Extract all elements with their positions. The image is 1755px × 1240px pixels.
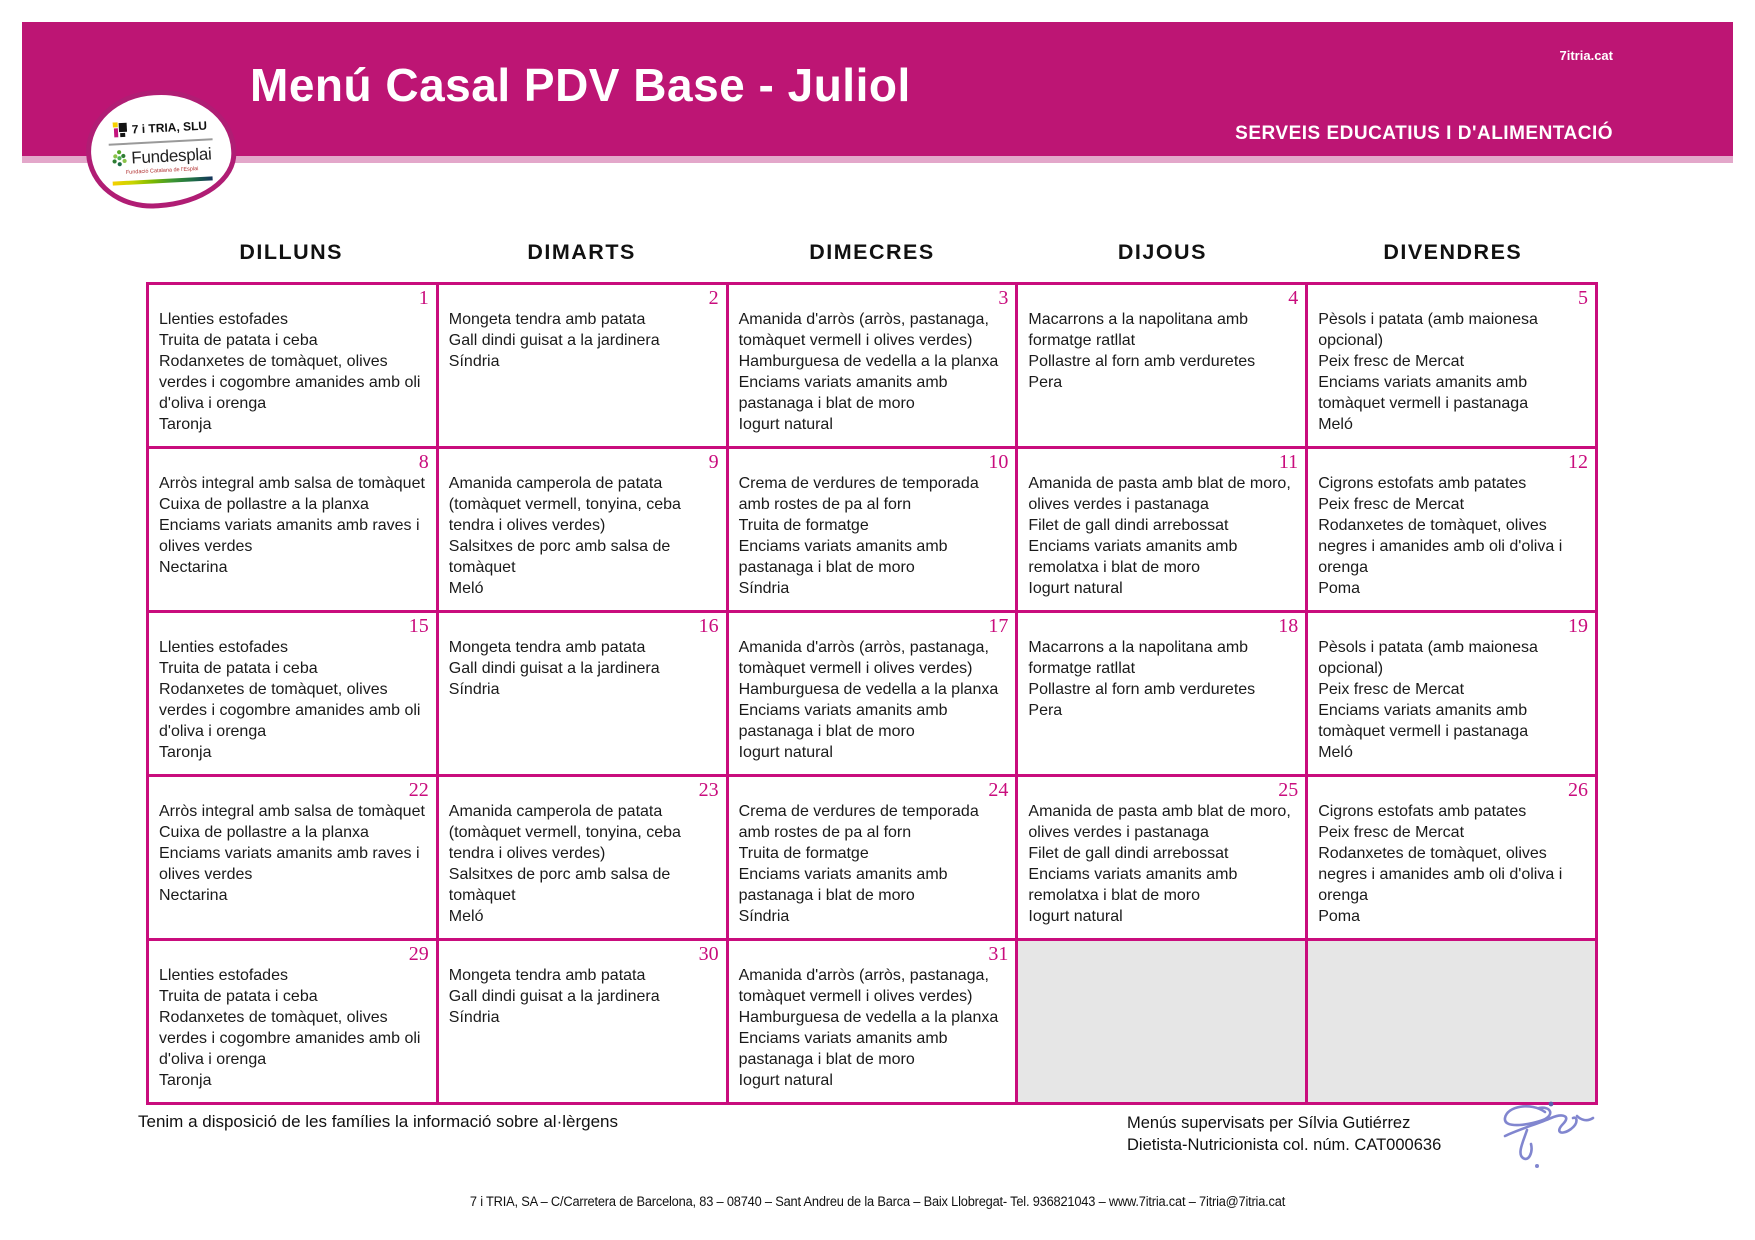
menu-item: Meló [448, 908, 484, 925]
empty-cell [1308, 941, 1598, 1105]
menu-item: Taronja [159, 744, 212, 761]
menu-item: Síndria [738, 580, 790, 597]
menu-cell-day-9 [439, 449, 729, 613]
menu-item: Filet de gall dindi arrebossat [1028, 517, 1229, 534]
menu-item: Enciams variats amanits amb remolatxa i blat de moro [1028, 866, 1238, 904]
menu-item: Iogurt natural [1028, 908, 1123, 925]
menu-cell-day-2 [439, 285, 729, 449]
menu-item: Truita de patata i ceba [159, 988, 318, 1005]
day-header-dimecres: DIMECRES [809, 240, 935, 264]
header-band [22, 22, 1733, 163]
menu-item: Rodanxetes de tomàquet, olives negres i amanides amb oli d'oliva i orenga [1318, 517, 1563, 576]
menu-cell-day-19 [1308, 613, 1598, 777]
day-header-dimarts: DIMARTS [527, 240, 636, 264]
menu-cell-day-31 [729, 941, 1019, 1105]
day-header-dijous: DIJOUS [1117, 240, 1207, 264]
menu-item: Llenties estofades [159, 639, 288, 656]
menu-item: Meló [1318, 416, 1353, 433]
calendar-grid [146, 282, 1598, 1105]
day-number: 26 [1567, 779, 1588, 801]
menu-cell-day-5 [1308, 285, 1598, 449]
signature-handwriting [1493, 1096, 1605, 1172]
day-number: 16 [698, 615, 719, 637]
menu-item: Filet de gall dindi arrebossat [1028, 845, 1229, 862]
menu-cell-day-22 [149, 777, 439, 941]
menu-item: Iogurt natural [738, 416, 833, 433]
menu-item: Macarrons a la napolitana amb formatge ratllat [1028, 311, 1249, 349]
menu-item: Hamburguesa de vedella a la planxa [738, 681, 999, 698]
foundation-caption: Fundació Catalana de l'Esplai [125, 165, 199, 176]
menu-cell-day-24 [729, 777, 1019, 941]
menu-cell-day-17 [729, 613, 1019, 777]
menu-item: Amanida d'arròs (arròs, pastanaga, tomàquet vermell i olives verdes) [738, 639, 989, 677]
menu-item: Gall dindi guisat a la jardinera [448, 660, 660, 677]
menu-item: Mongeta tendra amb patata [448, 311, 646, 328]
menu-item: Amanida de pasta amb blat de moro, olives verdes i pastanaga [1028, 475, 1291, 513]
menu-item: Rodanxetes de tomàquet, olives verdes i cogombre amanides amb oli d'oliva i orenga [159, 681, 421, 740]
menu-item: Amanida camperola de patata (tomàquet vermell, tonyina, ceba tendra i olives verdes) [448, 803, 681, 862]
menu-item: Taronja [159, 1072, 212, 1089]
menu-item: Poma [1318, 580, 1360, 597]
day-header-divendres: DIVENDRES [1383, 240, 1523, 264]
menu-item: Nectarina [159, 559, 228, 576]
menu-cell-day-18 [1018, 613, 1308, 777]
day-number: 2 [708, 287, 719, 309]
menu-item: Truita de patata i ceba [159, 660, 318, 677]
fundesplai-tree-icon [111, 149, 128, 169]
day-number: 31 [988, 943, 1009, 965]
menu-item: Cuixa de pollastre a la planxa [159, 824, 369, 841]
menu-cell-day-26 [1308, 777, 1598, 941]
menu-item: Pèsols i patata (amb maionesa opcional) [1318, 311, 1538, 349]
menu-item: Taronja [159, 416, 212, 433]
7itria-squares-icon [112, 121, 128, 138]
menu-item: Enciams variats amanits amb remolatxa i blat de moro [1028, 538, 1238, 576]
menu-item: Llenties estofades [159, 967, 288, 984]
menu-item: Salsitxes de porc amb salsa de tomàquet [448, 866, 671, 904]
menu-cell-day-29 [149, 941, 439, 1105]
menu-item: Peix fresc de Mercat [1318, 824, 1465, 841]
menu-item: Enciams variats amanits amb raves i olives verdes [159, 845, 420, 883]
day-number: 3 [998, 287, 1009, 309]
menu-item: Pèsols i patata (amb maionesa opcional) [1318, 639, 1538, 677]
menu-item: Enciams variats amanits amb pastanaga i blat de moro [738, 538, 948, 576]
company-logo-row [112, 117, 207, 138]
day-number: 29 [408, 943, 429, 965]
menu-item: Síndria [448, 1009, 500, 1026]
menu-item: Gall dindi guisat a la jardinera [448, 332, 660, 349]
menu-item: Enciams variats amanits amb pastanaga i blat de moro [738, 866, 948, 904]
allergen-note: Tenim a disposició de les famílies la informació sobre al·lèrgens [138, 1112, 618, 1131]
day-number: 22 [408, 779, 429, 801]
menu-item: Síndria [448, 353, 500, 370]
menu-item: Llenties estofades [159, 311, 288, 328]
day-number: 30 [698, 943, 719, 965]
menu-item: Amanida d'arròs (arròs, pastanaga, tomàquet vermell i olives verdes) [738, 967, 989, 1005]
menu-item: Arròs integral amb salsa de tomàquet [159, 475, 425, 492]
menu-cell-day-4 [1018, 285, 1308, 449]
menu-cell-day-11 [1018, 449, 1308, 613]
menu-item: Enciams variats amanits amb pastanaga i blat de moro [738, 702, 948, 740]
menu-item: Truita de formatge [738, 845, 869, 862]
menu-item: Cuixa de pollastre a la planxa [159, 496, 369, 513]
foundation-name: Fundesplai [130, 143, 212, 168]
empty-cell [1018, 941, 1308, 1105]
menu-item: Macarrons a la napolitana amb formatge ratllat [1028, 639, 1249, 677]
menu-item: Enciams variats amanits amb pastanaga i blat de moro [738, 1030, 948, 1068]
menu-item: Cigrons estofats amb patates [1318, 803, 1527, 820]
menu-item: Enciams variats amanits amb pastanaga i blat de moro [738, 374, 948, 412]
menu-cell-day-23 [439, 777, 729, 941]
day-number: 11 [1278, 451, 1299, 473]
menu-cell-day-8 [149, 449, 439, 613]
day-number: 8 [418, 451, 429, 473]
menu-cell-day-30 [439, 941, 729, 1105]
menu-item: Amanida camperola de patata (tomàquet vermell, tonyina, ceba tendra i olives verdes) [448, 475, 681, 534]
day-number: 12 [1567, 451, 1588, 473]
menu-item: Meló [1318, 744, 1353, 761]
menu-item: Enciams variats amanits amb tomàquet vermell i pastanaga [1318, 374, 1529, 412]
menu-cell-day-3 [729, 285, 1019, 449]
day-number: 25 [1278, 779, 1299, 801]
menu-item: Meló [448, 580, 484, 597]
day-number: 19 [1567, 615, 1588, 637]
menu-item: Rodanxetes de tomàquet, olives negres i amanides amb oli d'oliva i orenga [1318, 845, 1563, 904]
menu-item: Truita de patata i ceba [159, 332, 318, 349]
menu-item: Enciams variats amanits amb raves i olives verdes [159, 517, 420, 555]
menu-cell-day-1 [149, 285, 439, 449]
menu-item: Hamburguesa de vedella a la planxa [738, 1009, 999, 1026]
day-number: 9 [708, 451, 719, 473]
supervised-by-line: Menús supervisats per Sílvia Gutiérrez [1127, 1114, 1411, 1132]
menu-item: Poma [1318, 908, 1360, 925]
menu-item: Síndria [448, 681, 500, 698]
day-number: 24 [988, 779, 1009, 801]
menu-item: Iogurt natural [738, 744, 833, 761]
menu-item: Pera [1028, 702, 1063, 719]
website-text: 7itria.cat [1559, 48, 1613, 63]
day-headers-row [146, 240, 1598, 265]
menu-item: Truita de formatge [738, 517, 869, 534]
menu-cell-day-10 [729, 449, 1019, 613]
menu-item: Salsitxes de porc amb salsa de tomàquet [448, 538, 671, 576]
menu-item: Hamburguesa de vedella a la planxa [738, 353, 999, 370]
header-tagline: SERVEIS EDUCATIUS I D'ALIMENTACIÓ [1235, 123, 1613, 144]
day-number: 15 [408, 615, 429, 637]
menu-item: Gall dindi guisat a la jardinera [448, 988, 660, 1005]
company-name: 7 i TRIA, SLU [131, 118, 208, 136]
menu-item: Peix fresc de Mercat [1318, 353, 1465, 370]
day-number: 5 [1577, 287, 1588, 309]
menu-item: Iogurt natural [738, 1072, 833, 1089]
day-number: 4 [1288, 287, 1299, 309]
day-number: 18 [1278, 615, 1299, 637]
menu-item: Peix fresc de Mercat [1318, 496, 1465, 513]
day-header-dilluns: DILLUNS [239, 240, 344, 264]
menu-item: Pera [1028, 374, 1063, 391]
menu-item: Amanida de pasta amb blat de moro, olives verdes i pastanaga [1028, 803, 1291, 841]
day-number: 1 [418, 287, 429, 309]
menu-cell-day-16 [439, 613, 729, 777]
menu-item: Peix fresc de Mercat [1318, 681, 1465, 698]
menu-item: Rodanxetes de tomàquet, olives verdes i cogombre amanides amb oli d'oliva i orenga [159, 1009, 421, 1068]
menu-item: Amanida d'arròs (arròs, pastanaga, tomàquet vermell i olives verdes) [738, 311, 989, 349]
day-number: 23 [698, 779, 719, 801]
dietitian-license-line: Dietista-Nutricionista col. núm. CAT000636 [1127, 1135, 1442, 1154]
menu-item: Pollastre al forn amb verduretes [1028, 681, 1256, 698]
menu-item: Crema de verdures de temporada amb rostes de pa al forn [738, 803, 979, 841]
menu-item: Mongeta tendra amb patata [448, 639, 646, 656]
menu-item: Enciams variats amanits amb tomàquet vermell i pastanaga [1318, 702, 1529, 740]
menu-cell-day-12 [1308, 449, 1598, 613]
logo-gradient-bar [113, 176, 213, 185]
day-number: 10 [988, 451, 1009, 473]
menu-item: Síndria [738, 908, 790, 925]
menu-item: Mongeta tendra amb patata [448, 967, 646, 984]
company-footer-line: 7 i TRIA, SA – C/Carretera de Barcelona, 83 – 08740 – Sant Andreu de la Barca – Baix Llobregat- Tel. 936821043 – www.7itria.cat – 7itria@7itria.cat [469, 1194, 1286, 1209]
menu-item: Rodanxetes de tomàquet, olives verdes i cogombre amanides amb oli d'oliva i orenga [159, 353, 421, 412]
menu-item: Cigrons estofats amb patates [1318, 475, 1527, 492]
menu-item: Arròs integral amb salsa de tomàquet [159, 803, 425, 820]
menu-item: Iogurt natural [1028, 580, 1123, 597]
supervision-note [1127, 1113, 1441, 1156]
day-number: 17 [988, 615, 1009, 637]
menu-cell-day-25 [1018, 777, 1308, 941]
menu-item: Nectarina [159, 887, 228, 904]
page-title: Menú Casal PDV Base - Juliol [250, 59, 911, 111]
menu-cell-day-15 [149, 613, 439, 777]
menu-item: Crema de verdures de temporada amb rostes de pa al forn [738, 475, 979, 513]
menu-item: Pollastre al forn amb verduretes [1028, 353, 1256, 370]
